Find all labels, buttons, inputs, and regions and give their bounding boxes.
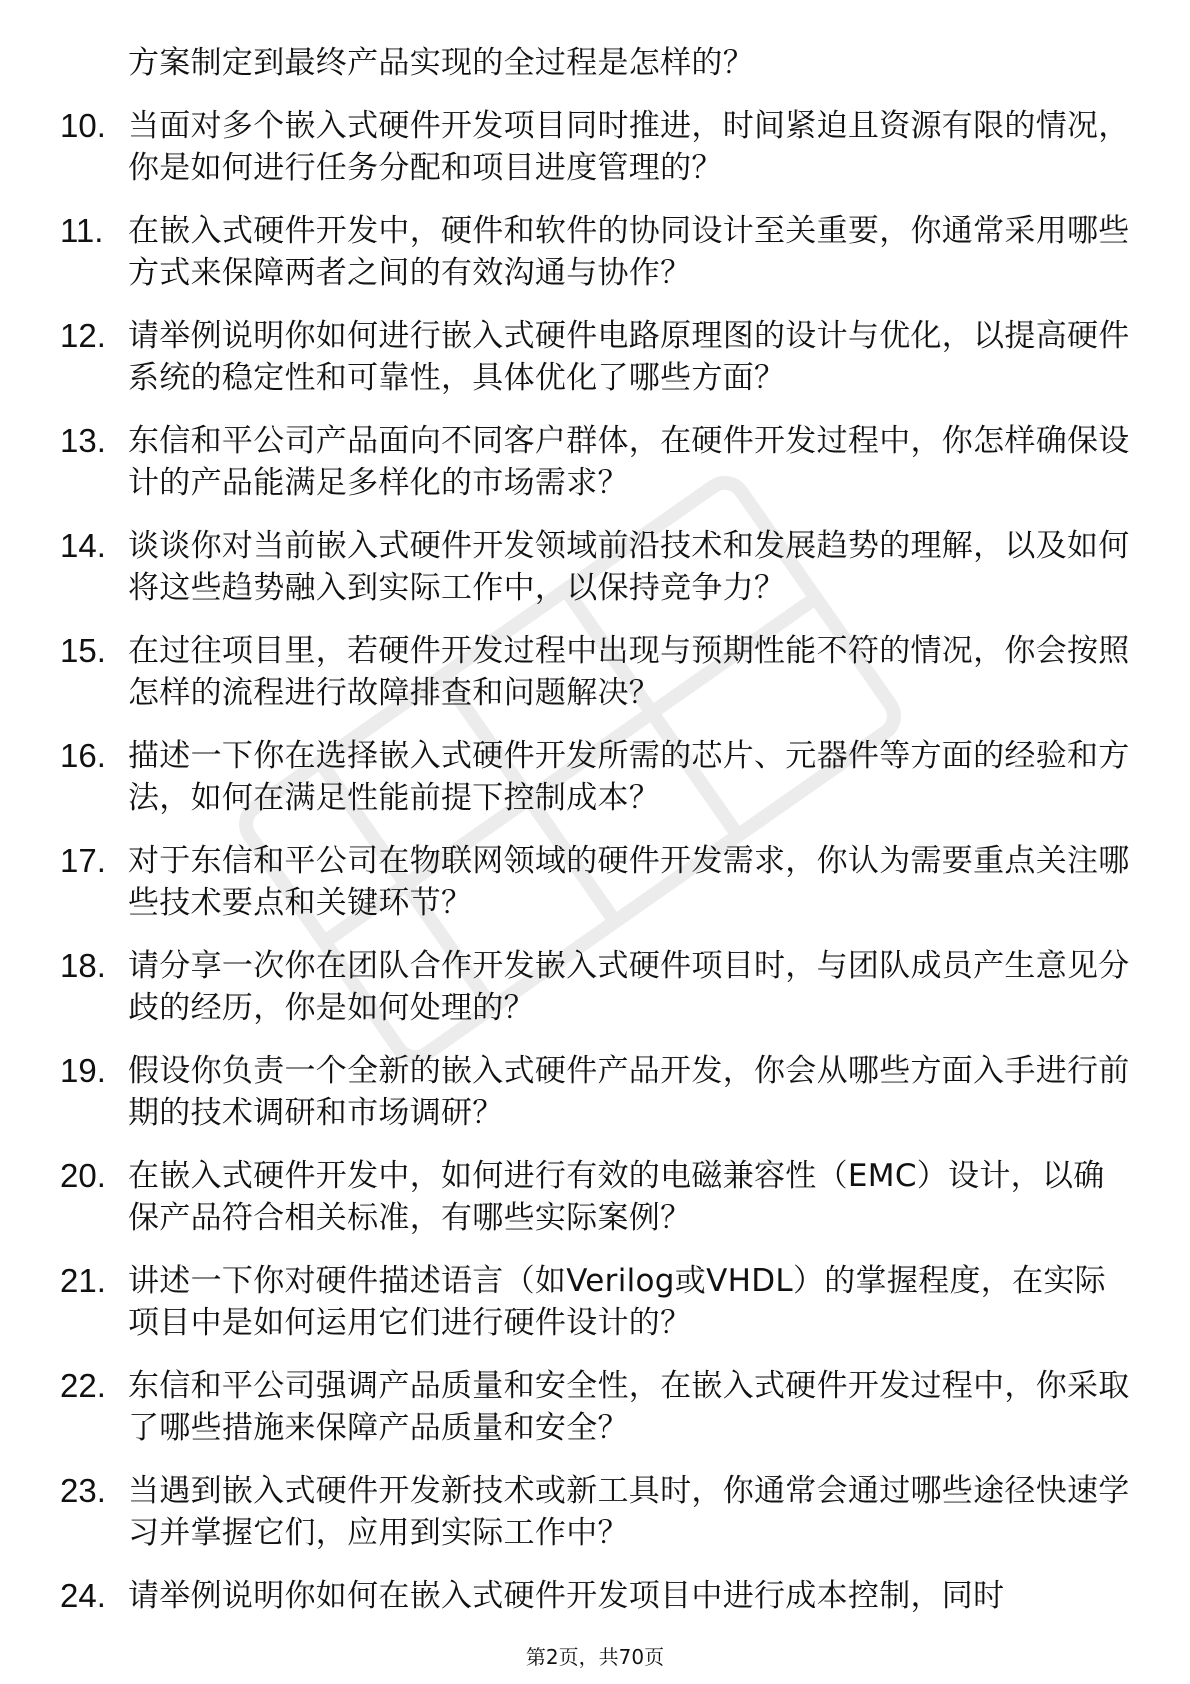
list-item	[60, 315, 1130, 399]
list-item	[60, 840, 1130, 924]
list-item	[60, 1050, 1130, 1134]
item-text: 东信和平公司产品面向不同客户群体，在硬件开发过程中，你怎样确保设计的产品能满足多样化的市场需求？	[128, 423, 1130, 501]
item-number: 15.	[60, 632, 106, 669]
item-number: 17.	[60, 842, 106, 879]
list-item	[60, 525, 1130, 609]
item-number: 13.	[60, 422, 106, 459]
item-number: 23.	[60, 1472, 106, 1509]
item-number: 21.	[60, 1262, 106, 1299]
list-item	[60, 945, 1130, 1029]
item-text: 在嵌入式硬件开发中，如何进行有效的电磁兼容性（EMC）设计，以确保产品符合相关标准，有哪些实际案例？	[128, 1158, 1105, 1236]
item-text: 在嵌入式硬件开发中，硬件和软件的协同设计至关重要，你通常采用哪些方式来保障两者之间的有效沟通与协作？	[128, 213, 1130, 291]
list-item	[60, 1155, 1130, 1239]
item-number: 16.	[60, 737, 106, 774]
item-text: 谈谈你对当前嵌入式硬件开发领域前沿技术和发展趋势的理解，以及如何将这些趋势融入到实际工作中，以保持竞争力？	[128, 528, 1130, 606]
item-number: 18.	[60, 947, 106, 984]
list-item	[60, 105, 1130, 189]
item-text: 请举例说明你如何在嵌入式硬件开发项目中进行成本控制，同时	[128, 1578, 1005, 1614]
item-text: 当遇到嵌入式硬件开发新技术或新工具时，你通常会通过哪些途径快速学习并掌握它们，应用到实际工作中？	[128, 1473, 1130, 1551]
item-text: 在过往项目里，若硬件开发过程中出现与预期性能不符的情况，你会按照怎样的流程进行故障排查和问题解决？	[128, 633, 1130, 711]
item-text: 请分享一次你在团队合作开发嵌入式硬件项目时，与团队成员产生意见分歧的经历，你是如何处理的？	[128, 948, 1130, 1026]
item-text: 方案制定到最终产品实现的全过程是怎样的？	[128, 45, 754, 81]
item-text: 请举例说明你如何进行嵌入式硬件电路原理图的设计与优化，以提高硬件系统的稳定性和可靠性，具体优化了哪些方面？	[128, 318, 1130, 396]
item-text: 东信和平公司强调产品质量和安全性，在嵌入式硬件开发过程中，你采取了哪些措施来保障产品质量和安全？	[128, 1368, 1130, 1446]
item-text: 描述一下你在选择嵌入式硬件开发所需的芯片、元器件等方面的经验和方法，如何在满足性能前提下控制成本？	[128, 738, 1130, 816]
item-text: 假设你负责一个全新的嵌入式硬件产品开发，你会从哪些方面入手进行前期的技术调研和市场调研？	[128, 1053, 1130, 1131]
list-item	[60, 1260, 1130, 1344]
list-item	[60, 735, 1130, 819]
list-item	[60, 1575, 1130, 1617]
item-text: 对于东信和平公司在物联网领域的硬件开发需求，你认为需要重点关注哪些技术要点和关键环节？	[128, 843, 1130, 921]
item-number: 11.	[60, 212, 104, 249]
item-text: 当面对多个嵌入式硬件开发项目同时推进，时间紧迫且资源有限的情况，你是如何进行任务分配和项目进度管理的？	[128, 108, 1130, 186]
list-item	[60, 210, 1130, 294]
list-item	[60, 42, 1130, 84]
item-number: 10.	[60, 107, 106, 144]
list-item	[60, 630, 1130, 714]
page-footer: 第2页，共70页	[525, 1645, 665, 1669]
list-item	[60, 1470, 1130, 1554]
item-number: 24.	[60, 1577, 106, 1614]
item-number: 22.	[60, 1367, 106, 1404]
item-text: 讲述一下你对硬件描述语言（如Verilog或VHDL）的掌握程度，在实际项目中是如何运用它们进行硬件设计的？	[128, 1263, 1106, 1341]
question-list	[60, 42, 1130, 1638]
list-item	[60, 420, 1130, 504]
item-number: 20.	[60, 1157, 106, 1194]
item-number: 12.	[60, 317, 106, 354]
item-number: 19.	[60, 1052, 106, 1089]
item-number: 14.	[60, 527, 106, 564]
list-item	[60, 1365, 1130, 1449]
